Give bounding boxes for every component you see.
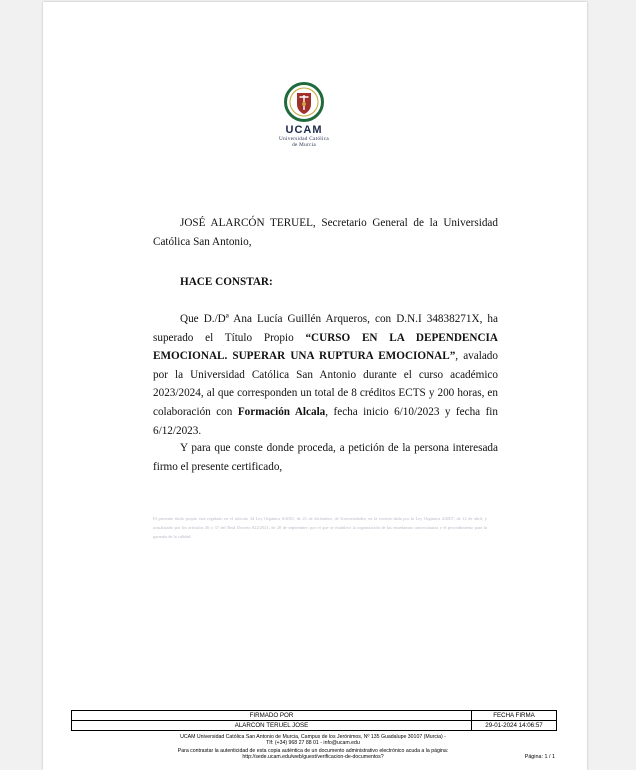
certification-paragraph [153,310,498,440]
ucam-seal-icon [284,82,324,124]
footer-verification-link[interactable]: http://sede.ucam.edu/web/guest/verificacion-de-documentos? [242,754,384,760]
certificate-page [43,2,587,770]
page-number: Página: 1 / 1 [524,754,555,760]
footer-contact-line: Tlf: (+34) 968 27 88 01 - info@ucam.edu [266,740,360,746]
sign-date: 29-01-2024 14:06:57 [472,721,557,731]
certification-text-1: Que D./Dª Ana Lucía Guillén Arqueros, con D.N.I 34838271X, ha superado el Título Propio [153,313,498,344]
course-title: “CURSO EN LA DEPENDENCIA EMOCIONAL. SUPERAR UNA RUPTURA EMOCIONAL” [153,331,498,363]
ucam-logo [261,82,347,160]
hace-constar-heading: HACE CONSTAR: [180,276,273,288]
partner-name: Formación Alcala [237,405,326,418]
secretary-paragraph: JOSÉ ALARCÓN TERUEL, Secretario General de la Universidad Católica San Antonio, [153,217,498,248]
certification-text-2: , avalado por la Universidad Católica San Antonio durante el curso académico 2023/2024, al que corresponden un total de 8 créditos ECTS y 200 horas, en colaboración con [153,350,498,418]
ucam-logo-name: UCAM [285,124,323,136]
footer-address-line: UCAM Universidad Católica San Antonio de Murcia, Campus de los Jerónimos, Nº 135 Guadalupe 30107 (Murcia) - [180,734,446,740]
ucam-logo-subtitle-1: Universidad Católica [279,136,329,142]
legal-note: El presente título propio está regulado en el artículo 34 Ley Orgánica 6/2001, de 21 de diciembre, de Universidades; en la versión dada por la Ley Orgánica 4/2007, de 12 de abril, y actualizado por los artículos 36 y 37 del Real Decreto 822/2021, de 28 de septiembre, por el que se establece la organización de las enseñanzas universitarias y el procedimiento para la garantía de la calidad. [153,516,487,539]
signer-name: ALARCON TERUEL JOSE [72,721,472,731]
signed-by-header: FIRMADO POR [72,711,472,721]
closing-paragraph: Y para que conste donde proceda, a petición de la persona interesada firmo el presente certificado, [153,442,498,473]
ucam-logo-subtitle-2: de Murcia [292,142,316,148]
signature-table [71,710,557,731]
footer-address [143,734,483,746]
footer-verification [143,748,483,760]
certification-text-3: , fecha inicio 6/10/2023 y fecha fin 6/12/2023. [153,405,498,437]
footer-verification-text: Para contrastar la autenticidad de esta copia auténtica de un documento administrativo electrónico acuda a la página: [177,748,449,754]
sign-date-header: FECHA FIRMA [472,711,557,721]
